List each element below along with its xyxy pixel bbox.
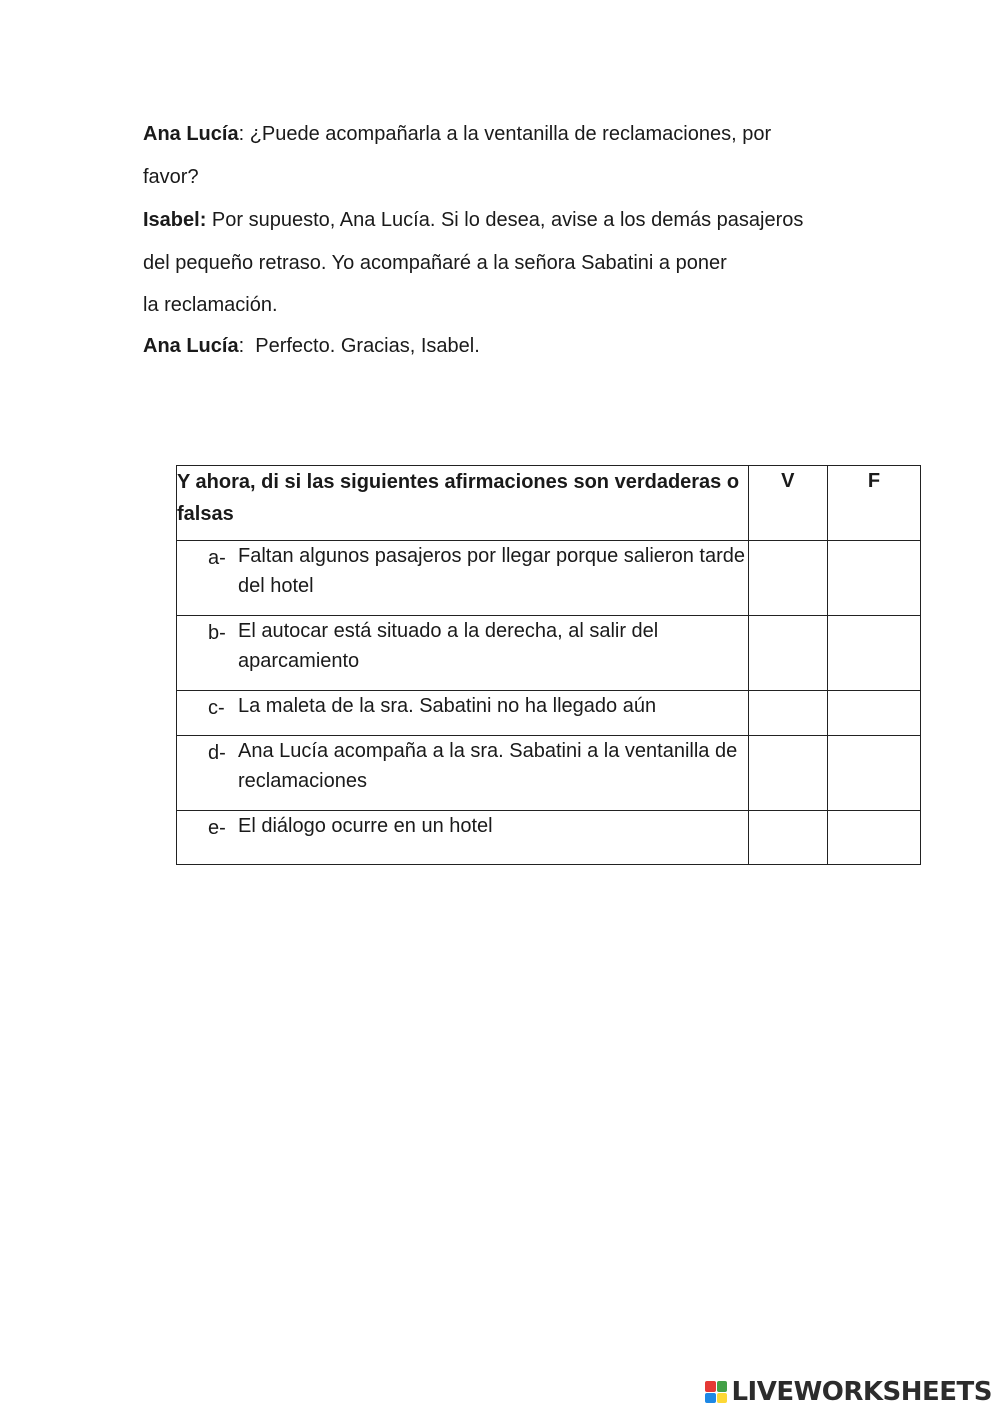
table-header-row [177,466,921,541]
true-answer-cell[interactable] [748,541,827,616]
dialogue-text: Por supuesto, Ana Lucía. Si lo desea, avise a los demás pasajeros [211,209,804,231]
logo-square [705,1393,716,1404]
statement-text: El diálogo ocurre en un hotel [238,815,493,837]
false-header: F [827,466,920,541]
logo-square [717,1393,728,1404]
dialogue-line-6 [143,325,843,368]
question-header: Y ahora, di si las siguientes afirmaciones son verdaderas o falsas [177,466,749,541]
true-false-table [176,465,921,865]
table-row [177,616,921,691]
true-header: V [748,466,827,541]
statement-text: El autocar está situado a la derecha, al salir del aparcamiento [238,620,659,672]
liveworksheets-logo [705,1377,992,1407]
dialogue-line-3 [143,199,843,242]
statement-letter: e- [208,817,226,839]
table-row [177,541,921,616]
dialogue-line-1 [143,113,843,156]
table-row [177,736,921,811]
false-answer-cell[interactable] [827,736,920,811]
dialogue-line-5: la reclamación. [143,294,278,316]
statement-cell [177,616,749,691]
true-answer-cell[interactable] [748,616,827,691]
statement-cell [177,541,749,616]
table-row [177,691,921,736]
liveworksheets-logo-icon [705,1381,727,1403]
separator: : [238,335,256,357]
false-answer-cell[interactable] [827,541,920,616]
logo-text: LIVEWORKSHEETS [731,1377,992,1407]
speaker-isabel: Isabel: [143,209,207,231]
statement-letter: d- [208,742,226,764]
false-answer-cell[interactable] [827,811,920,865]
false-answer-cell[interactable] [827,691,920,736]
speaker-ana-lucia: Ana Lucía [143,335,239,357]
true-answer-cell[interactable] [748,811,827,865]
statement-cell [177,691,749,736]
dialogue-line-4: del pequeño retraso. Yo acompañaré a la señora Sabatini a poner [143,252,727,274]
statement-letter: a- [208,547,226,569]
statement-text: La maleta de la sra. Sabatini no ha llegado aún [238,695,657,717]
logo-square [717,1381,728,1392]
speaker-ana-lucia: Ana Lucía [143,123,239,145]
statement-cell [177,811,749,865]
table-row [177,811,921,865]
separator: : [238,123,250,145]
statement-text: Ana Lucía acompaña a la sra. Sabatini a la ventanilla de reclamaciones [238,740,738,792]
dialogue-text: ¿Puede acompañarla a la ventanilla de reclamaciones, por [249,123,772,145]
true-answer-cell[interactable] [748,736,827,811]
statement-letter: b- [208,622,226,644]
logo-square [705,1381,716,1392]
statement-cell [177,736,749,811]
false-answer-cell[interactable] [827,616,920,691]
true-answer-cell[interactable] [748,691,827,736]
dialogue [143,113,843,368]
dialogue-line-2: favor? [143,166,199,188]
statement-letter: c- [208,697,225,719]
statement-text: Faltan algunos pasajeros por llegar porque salieron tarde del hotel [238,545,745,597]
dialogue-text: Perfecto. Gracias, Isabel. [255,335,480,357]
